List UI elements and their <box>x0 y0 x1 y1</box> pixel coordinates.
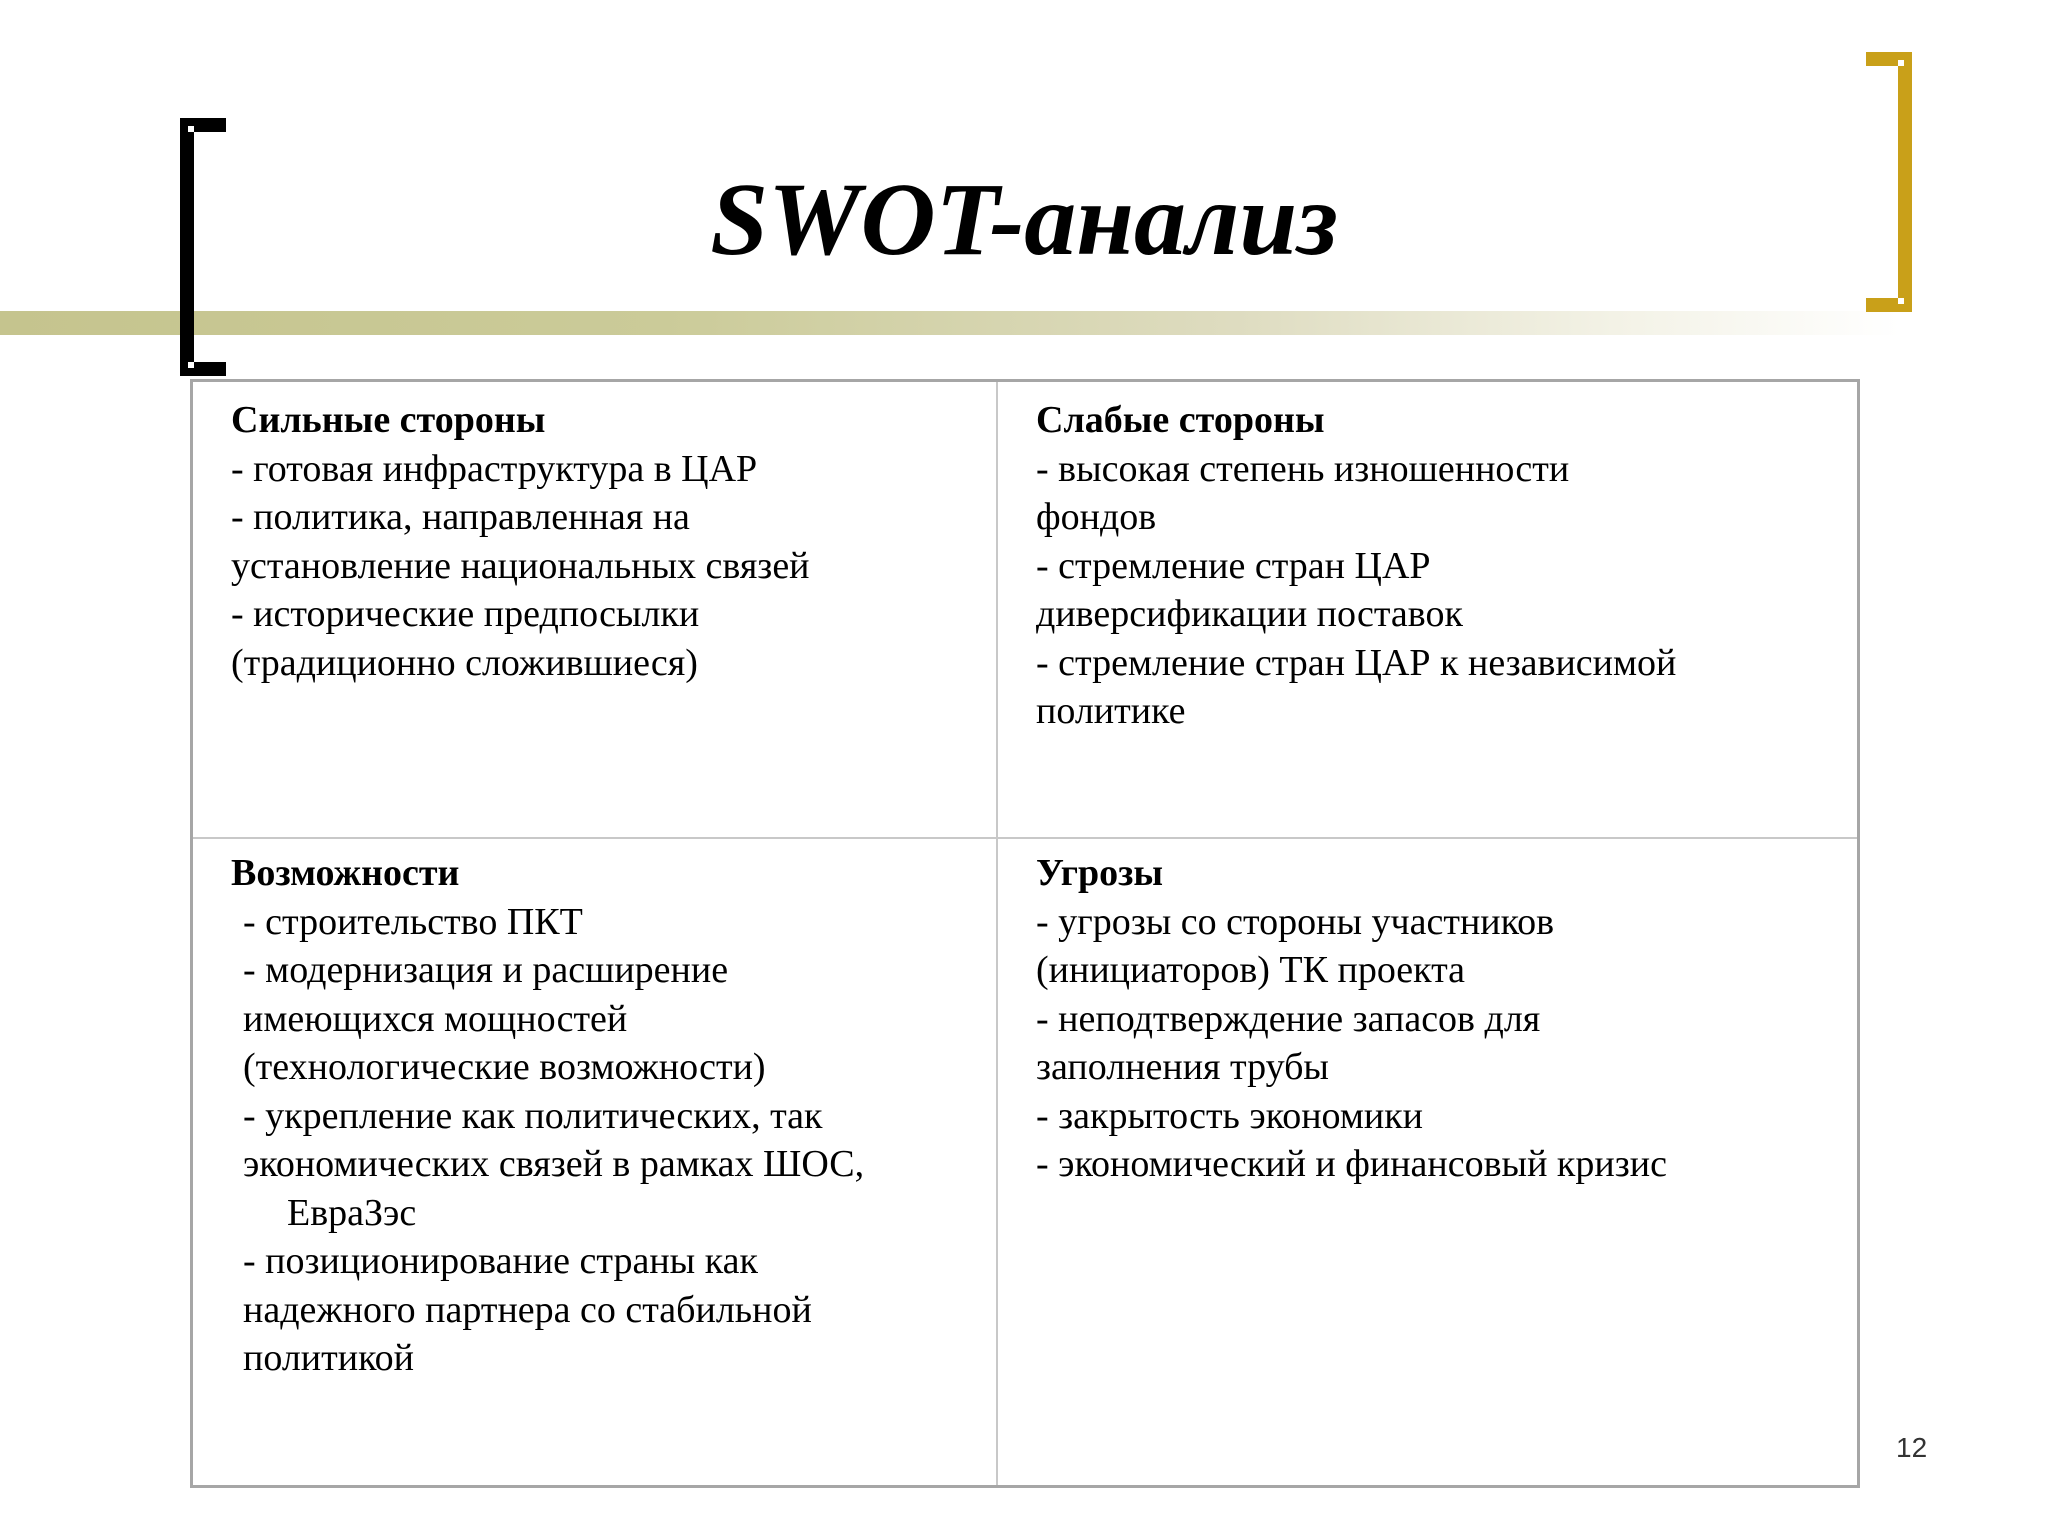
strengths-heading: Сильные стороны <box>231 399 546 441</box>
weaknesses-line: - высокая степень изношенности <box>1036 447 1570 490</box>
opportunities-line: - укрепление как политических, так <box>243 1094 823 1137</box>
weaknesses-heading: Слабые стороны <box>1036 399 1325 441</box>
opportunities-cell <box>193 837 996 1485</box>
threats-cell <box>996 837 1857 1485</box>
opportunities-line: (технологические возможности) <box>243 1046 766 1088</box>
threats-line: - угрозы со стороны участников <box>1036 900 1555 943</box>
opportunities-heading: Возможности <box>231 852 460 894</box>
threats-line: - неподтверждение запасов для <box>1036 997 1541 1040</box>
threats-heading: Угрозы <box>1036 852 1164 894</box>
opportunities-line: - строительство ПКТ <box>243 900 583 943</box>
opportunities-line: надежного партнера со стабильной <box>243 1288 812 1331</box>
swot-table <box>190 379 1860 1488</box>
strengths-line: (традиционно сложившиеся) <box>231 641 698 684</box>
strengths-line: установление национальных связей <box>231 544 810 587</box>
threats-line: (инициаторов) ТК проекта <box>1036 949 1466 991</box>
threats-line: - закрытость экономики <box>1036 1094 1424 1137</box>
strengths-line: - готовая инфраструктура в ЦАР <box>231 447 758 490</box>
weaknesses-line: политике <box>1036 690 1186 732</box>
slide-title: SWOT-анализ <box>710 162 1338 277</box>
opportunities-line: - модернизация и расширение <box>243 949 729 991</box>
threats-line: заполнения трубы <box>1036 1046 1329 1088</box>
strengths-cell <box>193 382 996 837</box>
strengths-line: - политика, направленная на <box>231 496 690 538</box>
threats-line: - экономический и финансовый кризис <box>1036 1143 1667 1185</box>
opportunities-line: имеющихся мощностей <box>243 997 628 1040</box>
strengths-line: - исторические предпосылки <box>231 593 700 635</box>
weaknesses-line: - стремление стран ЦАР к независимой <box>1036 641 1677 684</box>
opportunities-line: политикой <box>243 1337 414 1379</box>
opportunities-line: - позиционирование страны как <box>243 1240 758 1282</box>
opportunities-line: ЕвраЗэс <box>287 1191 417 1234</box>
weaknesses-line: фондов <box>1036 496 1157 538</box>
opportunities-line: экономических связей в рамках ШОС, <box>243 1143 865 1185</box>
weaknesses-line: - стремление стран ЦАР <box>1036 544 1431 587</box>
weaknesses-line: диверсификации поставок <box>1036 593 1463 635</box>
weaknesses-cell <box>996 382 1857 837</box>
page-number: 12 <box>1896 1432 1928 1463</box>
decorative-band <box>0 311 1900 335</box>
